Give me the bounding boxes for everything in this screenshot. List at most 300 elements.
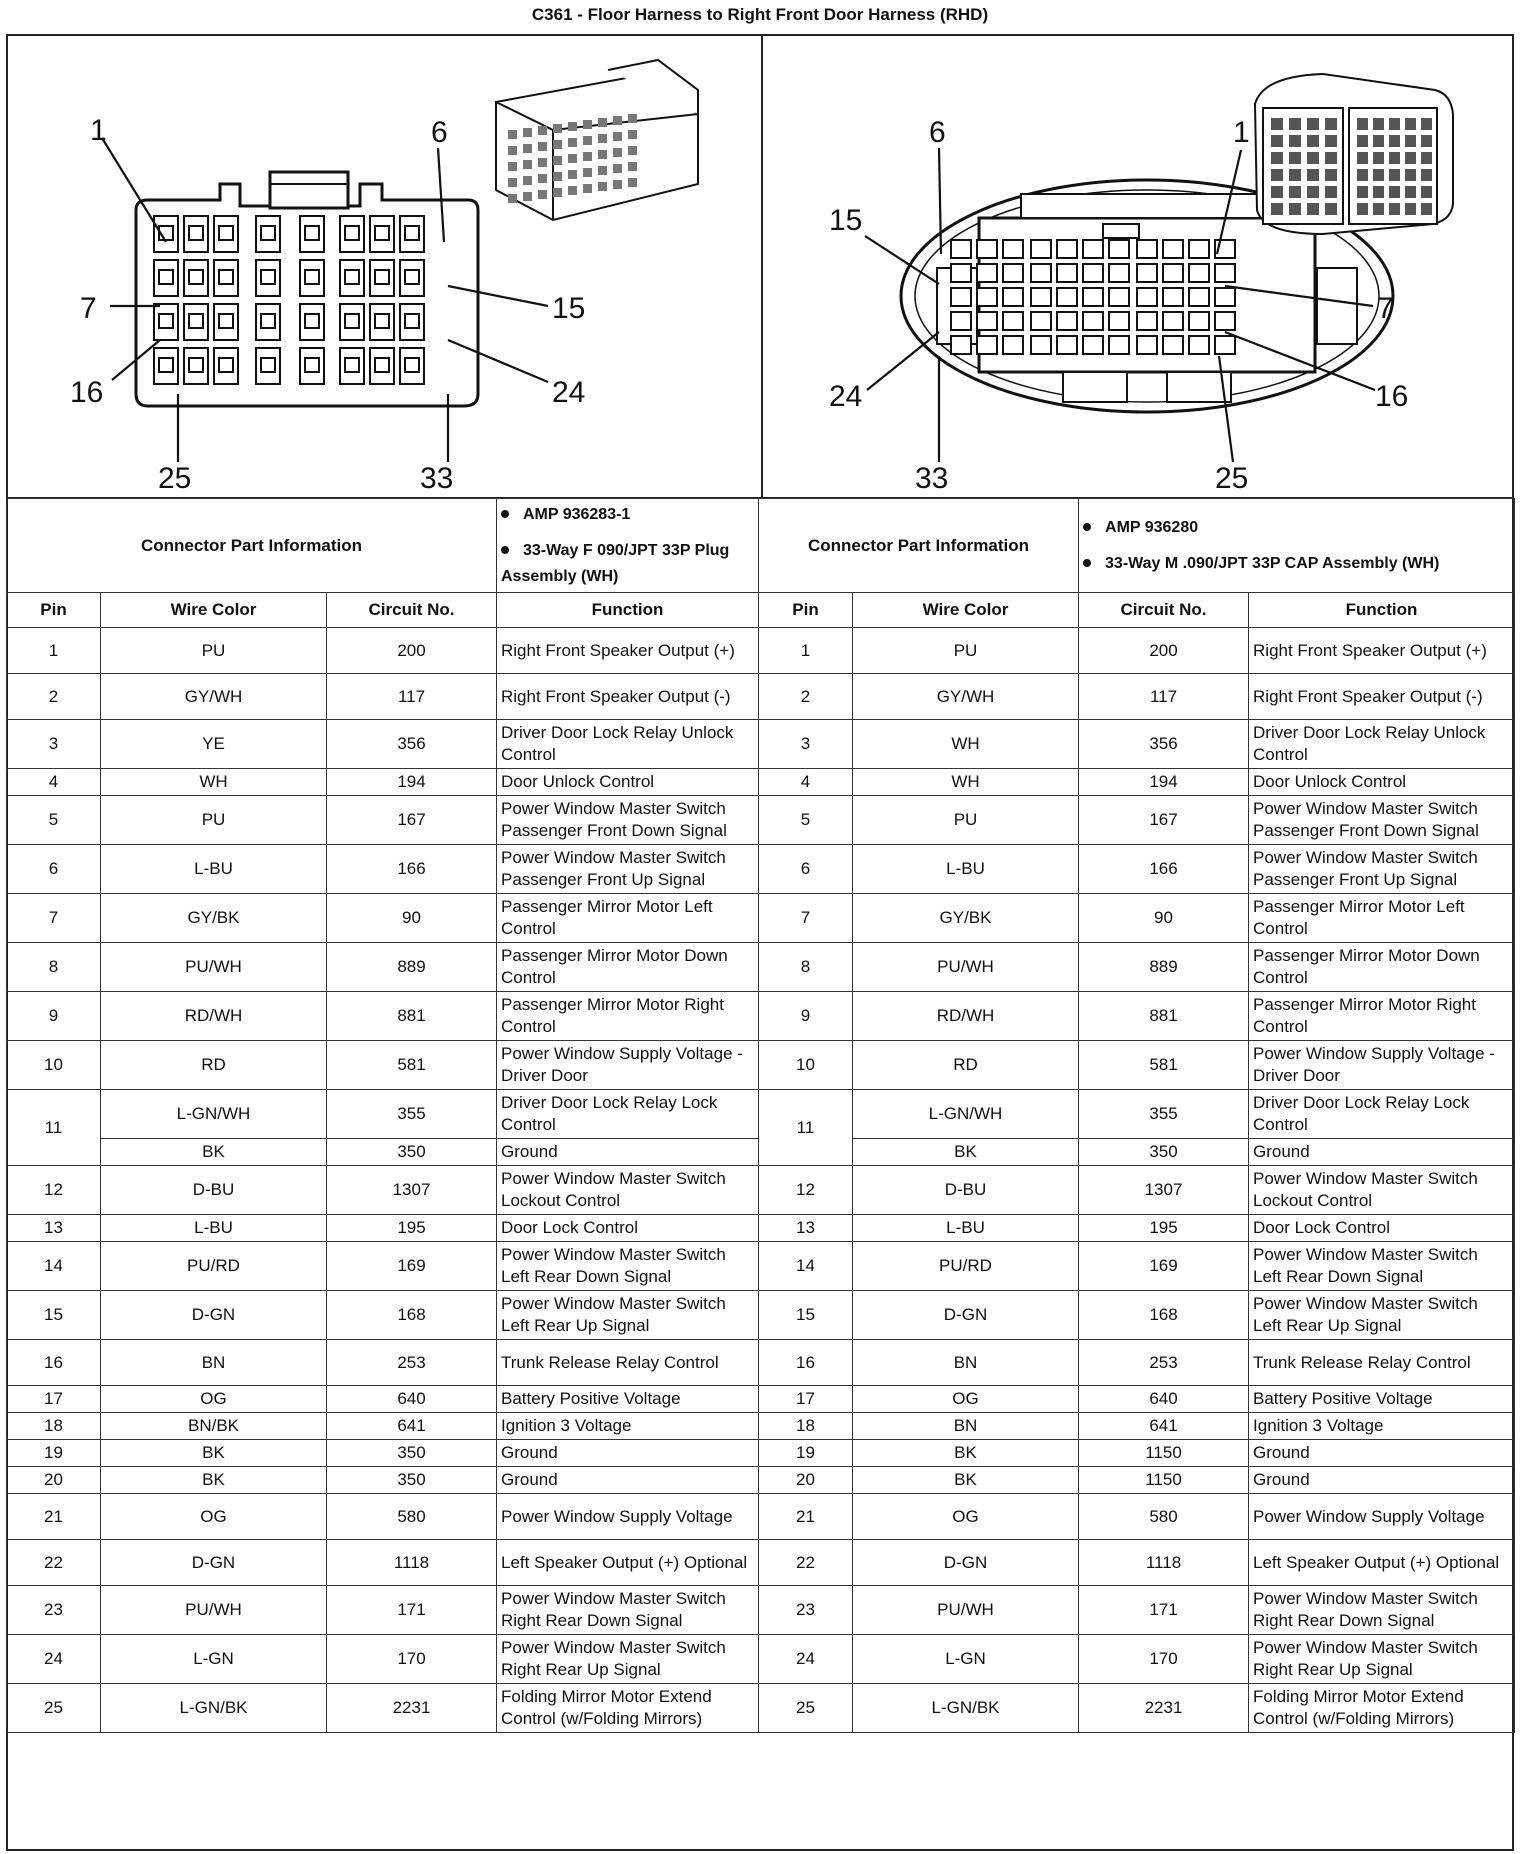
right-cavity — [1189, 312, 1209, 330]
left-pin-cell: 25 — [7, 1684, 101, 1733]
right-wire-color-cell: PU — [853, 628, 1079, 674]
left-cavity-terminal — [405, 270, 419, 284]
right-iso-cavity — [1307, 135, 1319, 147]
right-iso-cavity — [1389, 186, 1400, 198]
left-circuit-cell: 170 — [327, 1635, 497, 1684]
right-cavity — [977, 288, 997, 306]
right-pin-cell: 25 — [759, 1684, 853, 1733]
left-pin-cell: 14 — [7, 1242, 101, 1291]
left-cavity-terminal — [375, 358, 389, 372]
left-iso-cavity — [523, 144, 532, 153]
left-circuit-cell: 194 — [327, 769, 497, 796]
left-wire-color-cell: BK — [101, 1440, 327, 1467]
right-function-cell: Ground — [1249, 1440, 1515, 1467]
right-wire-color-cell: L-GN/BK — [853, 1684, 1079, 1733]
right-pin-cell: 21 — [759, 1494, 853, 1540]
left-cavity-terminal — [219, 270, 233, 284]
table-row — [7, 1215, 1515, 1242]
right-cavity — [1137, 240, 1157, 258]
right-circuit-cell: 194 — [1079, 769, 1249, 796]
left-iso-cavity — [508, 162, 517, 171]
bullet-icon — [1083, 559, 1091, 567]
right-circuit-cell: 641 — [1079, 1413, 1249, 1440]
right-cavity — [1189, 240, 1209, 258]
right-cavity — [1137, 312, 1157, 330]
left-cavity-terminal — [345, 226, 359, 240]
left-wire-color-cell: BN/BK — [101, 1413, 327, 1440]
left-callout-7: 7 — [80, 292, 97, 325]
left-iso-cavity — [598, 134, 607, 143]
right-function-cell: Right Front Speaker Output (-) — [1249, 674, 1515, 720]
right-pin-cell: 12 — [759, 1166, 853, 1215]
right-pin-cell: 1 — [759, 628, 853, 674]
right-circuit-cell: 168 — [1079, 1291, 1249, 1340]
left-iso-cavity — [568, 170, 577, 179]
right-function-cell: Passenger Mirror Motor Right Control — [1249, 992, 1515, 1041]
left-wire-color-cell: GY/WH — [101, 674, 327, 720]
left-cavity-terminal — [159, 358, 173, 372]
left-iso-cavity — [583, 120, 592, 129]
right-function-cell: Power Window Master Switch Lockout Control — [1249, 1166, 1515, 1215]
left-iso-cavity — [508, 178, 517, 187]
right-iso-cavity — [1289, 135, 1301, 147]
right-iso-cavity — [1271, 169, 1283, 181]
right-iso-cavity — [1421, 186, 1432, 198]
connector-part-text: AMP 936283-1 — [523, 505, 631, 523]
right-function-cell: Left Speaker Output (+) Optional — [1249, 1540, 1515, 1586]
left-function-cell: Power Window Supply Voltage - Driver Door — [497, 1041, 759, 1090]
right-cavity — [1163, 240, 1183, 258]
left-wire-color-cell: BK — [101, 1467, 327, 1494]
table-row — [7, 796, 1515, 845]
right-cavity — [1057, 240, 1077, 258]
right-pin-cell: 23 — [759, 1586, 853, 1635]
right-circuit-cell: 889 — [1079, 943, 1249, 992]
right-connector-iso-view — [1255, 74, 1453, 234]
right-pin-cell: 9 — [759, 992, 853, 1041]
left-iso-cavity — [523, 192, 532, 201]
right-cavity — [1215, 336, 1235, 354]
left-circuit-cell: 200 — [327, 628, 497, 674]
left-function-cell: Door Unlock Control — [497, 769, 759, 796]
right-pin-cell: 6 — [759, 845, 853, 894]
right-circuit-cell: 881 — [1079, 992, 1249, 1041]
connector-info-label-left: Connector Part Information — [7, 499, 497, 593]
table-row — [7, 1090, 1515, 1139]
table-row — [7, 1635, 1515, 1684]
left-pin-cell: 12 — [7, 1166, 101, 1215]
left-pin-cell: 7 — [7, 894, 101, 943]
connector-part-item — [1083, 515, 1510, 541]
left-callout-6: 6 — [431, 116, 448, 149]
right-iso-cavity — [1325, 186, 1337, 198]
left-circuit-cell: 580 — [327, 1494, 497, 1540]
left-cavity-terminal — [189, 270, 203, 284]
left-cavity-terminal — [159, 314, 173, 328]
right-cavity — [1137, 336, 1157, 354]
right-pin-cell: 15 — [759, 1291, 853, 1340]
left-circuit-cell: 889 — [327, 943, 497, 992]
right-function-cell: Passenger Mirror Motor Down Control — [1249, 943, 1515, 992]
right-cavity — [1003, 336, 1023, 354]
right-circuit-cell: 1150 — [1079, 1440, 1249, 1467]
right-callout-7: 7 — [1377, 292, 1394, 325]
right-cavity — [951, 336, 971, 354]
right-wire-color-cell: PU/WH — [853, 943, 1079, 992]
right-wire-color-cell: L-BU — [853, 845, 1079, 894]
right-iso-cavity — [1289, 118, 1301, 130]
left-circuit-cell: 350 — [327, 1440, 497, 1467]
left-pin-cell: 22 — [7, 1540, 101, 1586]
right-iso-cavity — [1389, 152, 1400, 164]
table-row — [7, 628, 1515, 674]
table-row — [7, 720, 1515, 769]
left-circuit-cell: 350 — [327, 1467, 497, 1494]
left-iso-cavity — [508, 130, 517, 139]
right-pin-cell: 17 — [759, 1386, 853, 1413]
left-function-cell: Trunk Release Relay Control — [497, 1340, 759, 1386]
right-iso-cavity — [1289, 186, 1301, 198]
left-circuit-cell: 168 — [327, 1291, 497, 1340]
right-function-cell: Right Front Speaker Output (+) — [1249, 628, 1515, 674]
left-iso-cavity — [598, 166, 607, 175]
left-iso-cavity — [568, 138, 577, 147]
right-iso-cavity — [1405, 152, 1416, 164]
right-pin-cell: 5 — [759, 796, 853, 845]
table-row — [7, 1494, 1515, 1540]
right-iso-cavity — [1373, 152, 1384, 164]
left-pin-cell: 8 — [7, 943, 101, 992]
left-pin-cell: 4 — [7, 769, 101, 796]
left-circuit-cell: 356 — [327, 720, 497, 769]
right-cavity — [1003, 264, 1023, 282]
right-pin-cell: 24 — [759, 1635, 853, 1684]
left-cavity-terminal — [189, 358, 203, 372]
right-circuit-cell: 640 — [1079, 1386, 1249, 1413]
left-circuit-cell: 166 — [327, 845, 497, 894]
right-connector-drawing — [763, 34, 1514, 496]
left-cavity-terminal — [405, 314, 419, 328]
right-iso-cavity — [1373, 118, 1384, 130]
right-wire-color-cell: RD — [853, 1041, 1079, 1090]
right-iso-cavity — [1325, 152, 1337, 164]
left-circuit-cell: 169 — [327, 1242, 497, 1291]
left-iso-cavity — [538, 126, 547, 135]
left-circuit-cell: 641 — [327, 1413, 497, 1440]
right-iso-cavity — [1289, 169, 1301, 181]
left-pin-cell: 17 — [7, 1386, 101, 1413]
right-cavity — [1083, 288, 1103, 306]
left-pin-cell: 1 — [7, 628, 101, 674]
right-iso-cavity — [1421, 203, 1432, 215]
left-iso-cavity — [568, 154, 577, 163]
left-circuit-cell: 350 — [327, 1139, 497, 1166]
right-cavity — [1057, 336, 1077, 354]
right-cavity — [1083, 240, 1103, 258]
table-row — [7, 1540, 1515, 1586]
left-function-cell: Ignition 3 Voltage — [497, 1413, 759, 1440]
left-iso-cavity — [613, 148, 622, 157]
right-circuit-cell: 1150 — [1079, 1467, 1249, 1494]
left-pin-cell: 11 — [7, 1090, 101, 1166]
right-iso-cavity — [1357, 152, 1368, 164]
left-function-cell: Driver Door Lock Relay Lock Control — [497, 1090, 759, 1139]
left-iso-cavity — [538, 190, 547, 199]
left-iso-cavity — [583, 168, 592, 177]
left-cavity-terminal — [261, 358, 275, 372]
right-connector-diagram — [763, 34, 1514, 498]
left-pin-cell: 24 — [7, 1635, 101, 1684]
left-iso-cavity — [553, 140, 562, 149]
left-iso-cavity — [508, 146, 517, 155]
left-pin-cell: 2 — [7, 674, 101, 720]
right-cavity — [1031, 240, 1051, 258]
right-wire-color-cell: BN — [853, 1340, 1079, 1386]
right-circuit-cell: 1307 — [1079, 1166, 1249, 1215]
connector-part-text: 33-Way F 090/JPT 33P Plug Assembly (WH) — [501, 541, 730, 585]
table-row — [7, 769, 1515, 796]
left-iso-cavity — [613, 132, 622, 141]
left-function-cell: Ground — [497, 1440, 759, 1467]
right-cavity-grid — [951, 240, 1235, 354]
right-cavity — [1109, 312, 1129, 330]
left-function-cell: Power Window Master Switch Left Rear Up Signal — [497, 1291, 759, 1340]
left-iso-cavity — [553, 156, 562, 165]
table-row — [7, 992, 1515, 1041]
left-wire-color-cell: OG — [101, 1386, 327, 1413]
left-circuit-cell: 355 — [327, 1090, 497, 1139]
connector-part-item — [501, 538, 754, 590]
left-connector-drawing — [8, 34, 760, 496]
left-iso-cavity — [583, 184, 592, 193]
left-wire-color-cell: BK — [101, 1139, 327, 1166]
right-iso-cavity — [1421, 169, 1432, 181]
right-cavity — [1189, 288, 1209, 306]
right-function-cell: Ignition 3 Voltage — [1249, 1413, 1515, 1440]
left-pin-cell: 18 — [7, 1413, 101, 1440]
left-callout-1: 1 — [90, 114, 107, 147]
right-cavity — [977, 264, 997, 282]
table-row — [7, 943, 1515, 992]
left-wire-color-cell: GY/BK — [101, 894, 327, 943]
left-iso-cavity — [628, 146, 637, 155]
left-pin-cell: 16 — [7, 1340, 101, 1386]
right-wire-color-cell: RD/WH — [853, 992, 1079, 1041]
right-pin-cell: 10 — [759, 1041, 853, 1090]
bullet-icon — [501, 546, 509, 554]
right-iso-cavity — [1421, 118, 1432, 130]
right-cavity — [1031, 288, 1051, 306]
right-function-cell: Driver Door Lock Relay Unlock Control — [1249, 720, 1515, 769]
right-circuit-cell: 1118 — [1079, 1540, 1249, 1586]
right-circuit-cell: 581 — [1079, 1041, 1249, 1090]
connector-info-label-right: Connector Part Information — [759, 499, 1079, 593]
left-cavity-terminal — [345, 314, 359, 328]
left-cavity-terminal — [305, 358, 319, 372]
left-wire-color-cell: PU/WH — [101, 1586, 327, 1635]
right-iso-cavity — [1289, 152, 1301, 164]
right-function-cell: Ground — [1249, 1139, 1515, 1166]
left-iso-cavity — [553, 188, 562, 197]
right-cavity — [1057, 264, 1077, 282]
right-wire-color-cell: OG — [853, 1494, 1079, 1540]
right-cavity — [1109, 336, 1129, 354]
right-circuit-cell: 350 — [1079, 1139, 1249, 1166]
left-iso-cavity — [598, 150, 607, 159]
left-wire-color-cell: D-GN — [101, 1291, 327, 1340]
left-cavity-terminal — [261, 226, 275, 240]
right-wire-color-cell: D-GN — [853, 1291, 1079, 1340]
connector-part-item — [1083, 551, 1510, 577]
right-function-cell: Folding Mirror Motor Extend Control (w/Folding Mirrors) — [1249, 1684, 1515, 1733]
right-iso-cavity — [1405, 118, 1416, 130]
right-iso-cavity — [1421, 152, 1432, 164]
connector-info-values-right — [1079, 499, 1515, 593]
left-callout-15: 15 — [552, 292, 586, 325]
right-wire-color-cell: PU — [853, 796, 1079, 845]
right-function-cell: Power Window Master Switch Passenger Front Down Signal — [1249, 796, 1515, 845]
left-callout-24: 24 — [552, 376, 586, 409]
right-cavity — [1109, 264, 1129, 282]
column-header-pin: Pin — [7, 593, 101, 628]
left-function-cell: Ground — [497, 1467, 759, 1494]
table-row — [7, 1340, 1515, 1386]
left-wire-color-cell: OG — [101, 1494, 327, 1540]
left-iso-cavity — [568, 186, 577, 195]
right-iso-cavity — [1325, 118, 1337, 130]
right-pin-cell: 13 — [759, 1215, 853, 1242]
left-iso-cavity — [583, 152, 592, 161]
right-iso-cavity — [1307, 152, 1319, 164]
left-pin-cell: 20 — [7, 1467, 101, 1494]
left-callout-16: 16 — [70, 376, 104, 409]
left-function-cell: Battery Positive Voltage — [497, 1386, 759, 1413]
right-cavity — [1031, 336, 1051, 354]
table-row — [7, 894, 1515, 943]
left-function-cell: Passenger Mirror Motor Down Control — [497, 943, 759, 992]
right-iso-cavity — [1373, 135, 1384, 147]
right-wire-color-cell: L-BU — [853, 1215, 1079, 1242]
left-pin-cell: 6 — [7, 845, 101, 894]
left-callout-25: 25 — [158, 462, 192, 495]
left-pin-cell: 21 — [7, 1494, 101, 1540]
left-iso-cavity — [613, 180, 622, 189]
right-function-cell: Driver Door Lock Relay Lock Control — [1249, 1090, 1515, 1139]
left-circuit-cell: 195 — [327, 1215, 497, 1242]
right-iso-cavity — [1389, 203, 1400, 215]
right-function-cell: Ground — [1249, 1467, 1515, 1494]
table-header-row — [7, 593, 1515, 628]
connector-info-row — [7, 499, 1515, 593]
right-cavity — [1163, 264, 1183, 282]
column-header-wire-color: Wire Color — [101, 593, 327, 628]
left-wire-color-cell: WH — [101, 769, 327, 796]
left-iso-cavity — [628, 114, 637, 123]
right-wire-color-cell: OG — [853, 1386, 1079, 1413]
right-function-cell: Power Window Master Switch Right Rear Up Signal — [1249, 1635, 1515, 1684]
left-cavity-terminal — [189, 314, 203, 328]
right-iso-cavity — [1325, 203, 1337, 215]
left-iso-cavity — [613, 116, 622, 125]
right-cavity — [1031, 312, 1051, 330]
left-iso-cavity — [523, 160, 532, 169]
left-pin-cell: 9 — [7, 992, 101, 1041]
right-circuit-cell: 355 — [1079, 1090, 1249, 1139]
right-function-cell: Power Window Master Switch Right Rear Down Signal — [1249, 1586, 1515, 1635]
right-iso-cavity — [1389, 118, 1400, 130]
right-circuit-cell: 117 — [1079, 674, 1249, 720]
right-function-cell: Power Window Supply Voltage - Driver Door — [1249, 1041, 1515, 1090]
left-function-cell: Power Window Supply Voltage — [497, 1494, 759, 1540]
left-function-cell: Door Lock Control — [497, 1215, 759, 1242]
left-function-cell: Power Window Master Switch Lockout Control — [497, 1166, 759, 1215]
right-function-cell: Power Window Master Switch Left Rear Down Signal — [1249, 1242, 1515, 1291]
left-wire-color-cell: D-GN — [101, 1540, 327, 1586]
right-cavity — [977, 312, 997, 330]
right-cavity — [1163, 312, 1183, 330]
right-function-cell: Trunk Release Relay Control — [1249, 1340, 1515, 1386]
right-circuit-cell: 356 — [1079, 720, 1249, 769]
left-function-cell: Folding Mirror Motor Extend Control (w/Folding Mirrors) — [497, 1684, 759, 1733]
left-circuit-cell: 117 — [327, 674, 497, 720]
right-cavity — [1189, 264, 1209, 282]
right-cavity — [1057, 312, 1077, 330]
right-cavity — [951, 264, 971, 282]
right-wire-color-cell: PU/WH — [853, 1586, 1079, 1635]
left-function-cell: Right Front Speaker Output (+) — [497, 628, 759, 674]
right-iso-cavity — [1405, 186, 1416, 198]
right-iso-cavity — [1357, 135, 1368, 147]
right-cavity — [1083, 336, 1103, 354]
left-wire-color-cell: L-GN/WH — [101, 1090, 327, 1139]
left-wire-color-cell: RD/WH — [101, 992, 327, 1041]
right-callout-6: 6 — [929, 116, 946, 149]
left-pin-cell: 13 — [7, 1215, 101, 1242]
left-cavity-terminal — [261, 314, 275, 328]
left-function-cell: Ground — [497, 1139, 759, 1166]
right-circuit-cell: 171 — [1079, 1586, 1249, 1635]
left-wire-color-cell: L-BU — [101, 845, 327, 894]
left-iso-cavity — [508, 194, 517, 203]
right-iso-cavity — [1389, 169, 1400, 181]
right-iso-cavity — [1271, 118, 1283, 130]
left-function-cell: Power Window Master Switch Passenger Front Up Signal — [497, 845, 759, 894]
table-row — [7, 1041, 1515, 1090]
table-row — [7, 845, 1515, 894]
right-iso-cavity — [1307, 203, 1319, 215]
right-circuit-cell: 253 — [1079, 1340, 1249, 1386]
right-iso-cavity — [1325, 169, 1337, 181]
left-wire-color-cell: PU — [101, 796, 327, 845]
left-function-cell: Left Speaker Output (+) Optional — [497, 1540, 759, 1586]
connector-part-text: 33-Way M .090/JPT 33P CAP Assembly (WH) — [1105, 554, 1440, 572]
right-iso-cavity — [1357, 203, 1368, 215]
left-iso-cavity — [583, 136, 592, 145]
right-function-cell: Power Window Master Switch Left Rear Up Signal — [1249, 1291, 1515, 1340]
table-row — [7, 1386, 1515, 1413]
left-cavity-terminal — [345, 270, 359, 284]
left-wire-color-cell: L-GN/BK — [101, 1684, 327, 1733]
right-iso-cavity — [1357, 118, 1368, 130]
left-iso-cavity — [523, 128, 532, 137]
left-iso-cavity — [538, 174, 547, 183]
left-cavity-terminal — [261, 270, 275, 284]
bullet-icon — [1083, 523, 1091, 531]
right-cavity — [1163, 288, 1183, 306]
right-iso-cavity — [1325, 135, 1337, 147]
right-callout-15: 15 — [829, 204, 863, 237]
right-cavity — [951, 240, 971, 258]
